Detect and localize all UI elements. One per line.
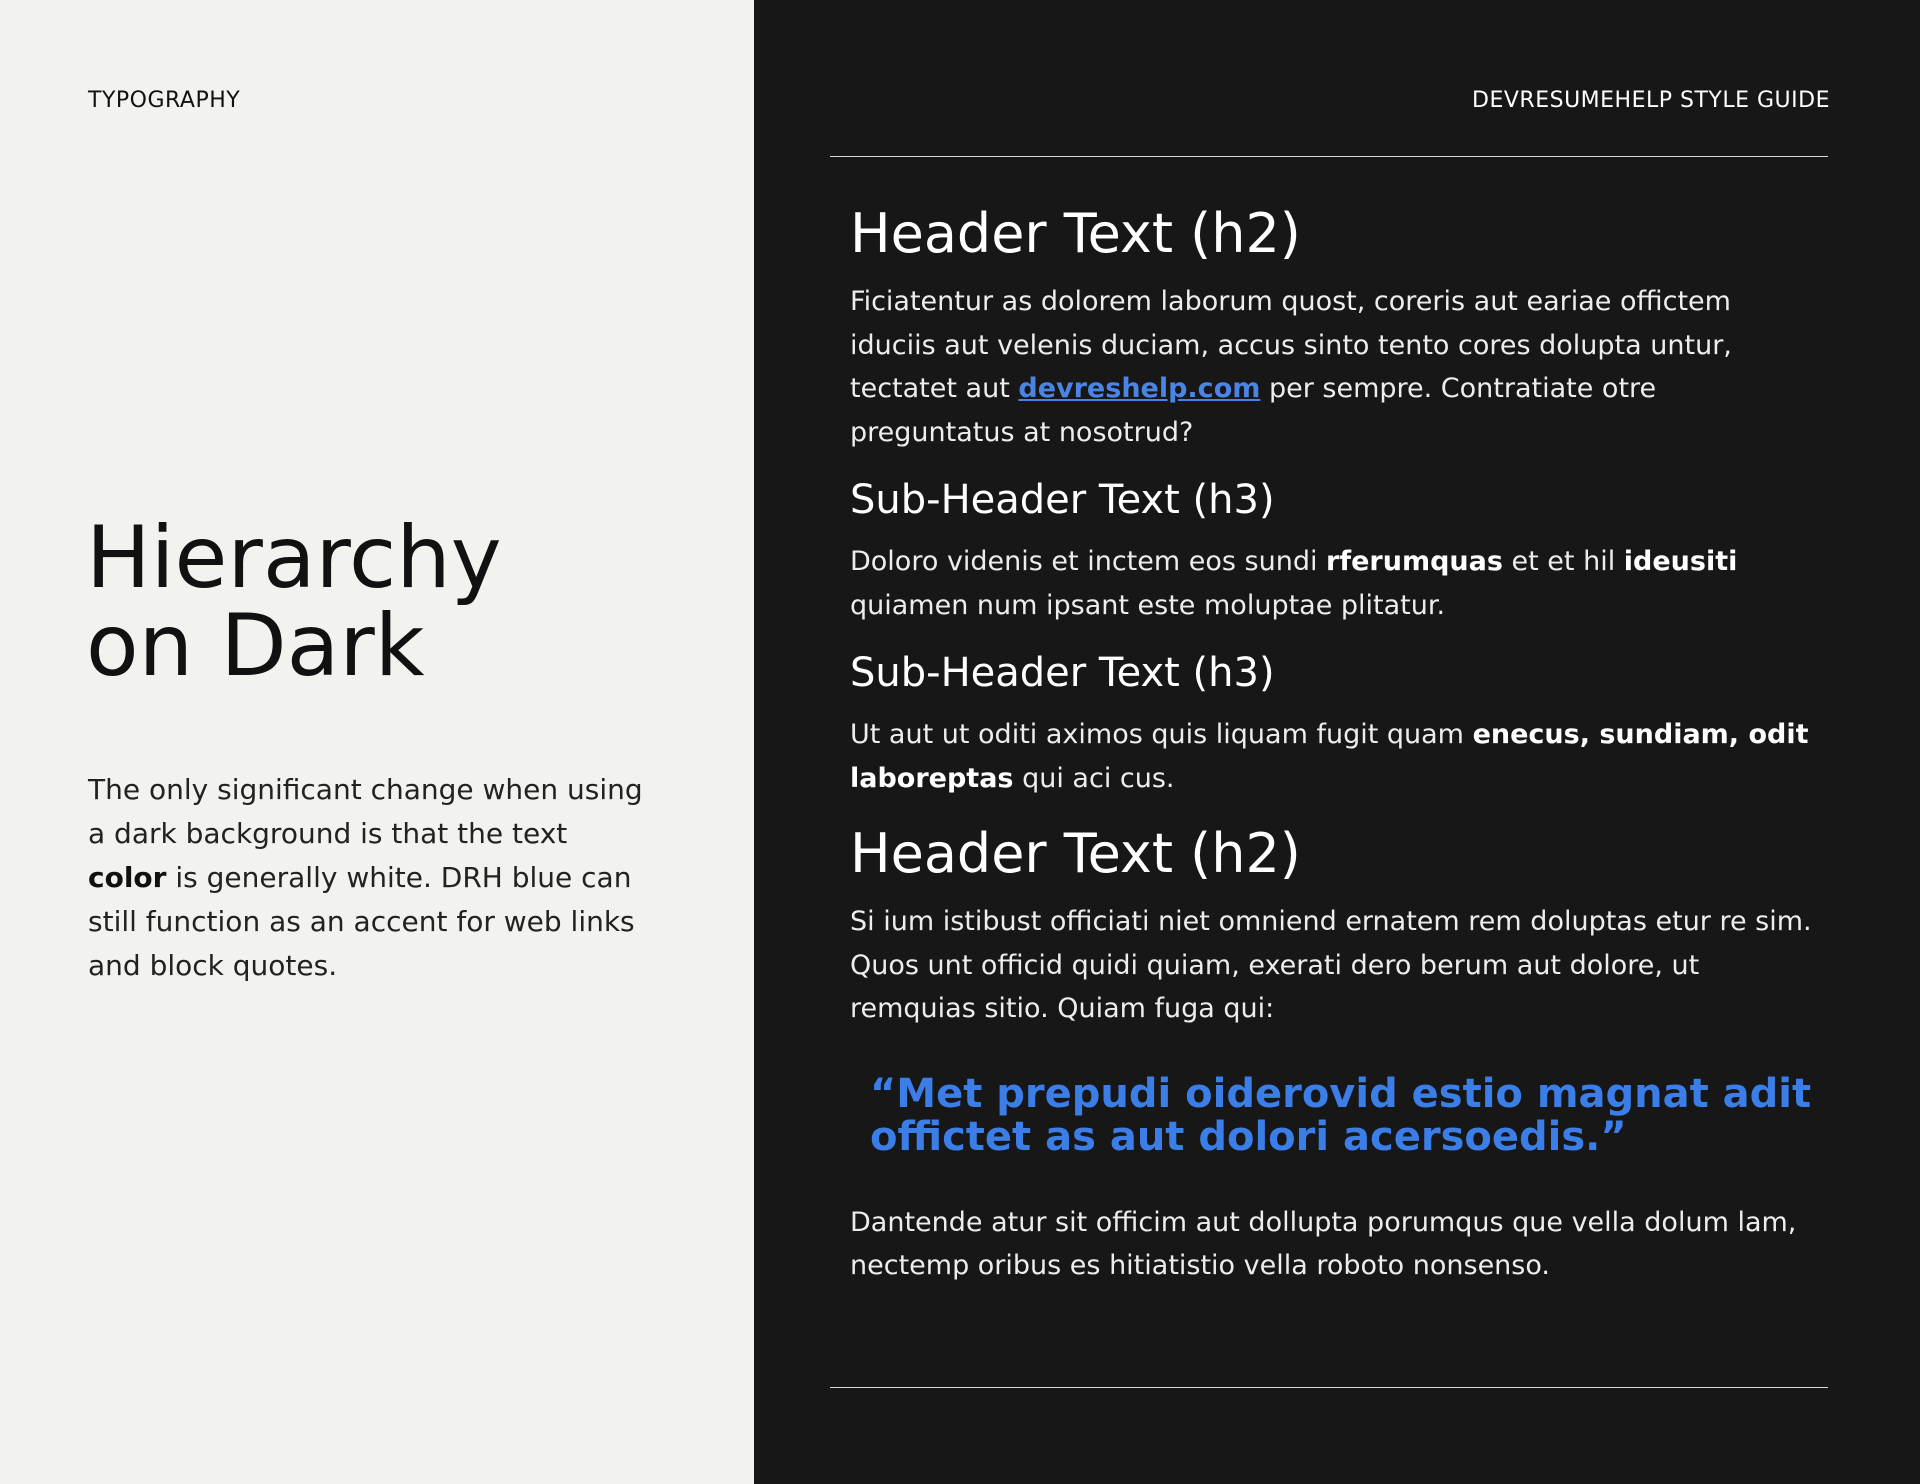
block-quote: “Met prepudi oiderovid estio magnat adit offictet as aut dolori acersoedis.” bbox=[870, 1070, 1812, 1160]
p2-text-c: et et hil bbox=[1502, 546, 1624, 577]
paragraph-3 bbox=[850, 713, 1815, 800]
paragraph-2 bbox=[850, 540, 1815, 627]
paragraph-1 bbox=[850, 280, 1815, 454]
p3-text-c: qui aci cus. bbox=[1013, 762, 1175, 794]
intro-text-after: is generally white. DRH blue can still function as an accent for web links and block quotes. bbox=[88, 861, 635, 982]
style-guide-label: DEVRESUMEHELP STYLE GUIDE bbox=[1472, 88, 1830, 113]
top-divider bbox=[830, 156, 1828, 157]
subheader-h3-first: Sub-Header Text (h3) bbox=[850, 477, 1275, 523]
light-panel bbox=[0, 0, 754, 1484]
page-title bbox=[86, 508, 686, 696]
p1-text-before: Ficiatentur as dolorem laborum quost, coreris aut eariae offictem iduciis aut velenis duciam, accus sinto tento cores dolupta untur, tectatet aut bbox=[850, 286, 1732, 404]
web-link[interactable]: devreshelp.com bbox=[1018, 373, 1261, 404]
intro-text-before: The only significant change when using a dark background is that the text bbox=[88, 773, 643, 850]
section-label: TYPOGRAPHY bbox=[88, 88, 241, 113]
intro-paragraph bbox=[88, 768, 648, 988]
p3-text-a: Ut aut ut oditi aximos quis liquam fugit quam bbox=[850, 719, 1473, 750]
paragraph-4: Si ium istibust officiati niet omniend ernatem rem doluptas etur re sim. Quos unt officid quidi quiam, exerati dero berum aut dolore, ut remquias sitio. Quiam fuga qui: bbox=[850, 906, 1812, 1024]
header-h2-second: Header Text (h2) bbox=[850, 822, 1301, 885]
p2-bold-2: ideusiti bbox=[1623, 546, 1738, 577]
p2-bold-1: rferumquas bbox=[1326, 546, 1503, 577]
p3-bold: enecus, sundiam, odit laboreptas bbox=[850, 719, 1809, 794]
paragraph-5: Dantende atur sit officim aut dollupta porumqus que vella dolum lam, nectemp oribus es hitiatistio vella roboto nonsenso. bbox=[850, 1206, 1797, 1281]
p1-text-after: per sempre. Contratiate otre preguntatus at nosotrud? bbox=[850, 373, 1657, 448]
typography-sample bbox=[850, 200, 1840, 1308]
subheader-h3-second: Sub-Header Text (h3) bbox=[850, 650, 1275, 696]
p2-text-e: quiamen num ipsant este moluptae plitatur. bbox=[850, 589, 1446, 621]
header-h2-first: Header Text (h2) bbox=[850, 202, 1301, 265]
title-line-1: Hierarchy bbox=[86, 508, 502, 608]
bottom-divider bbox=[830, 1387, 1828, 1388]
title-line-2: on Dark bbox=[86, 596, 425, 696]
intro-bold-word: color bbox=[88, 861, 167, 894]
dark-panel bbox=[754, 0, 1920, 1484]
p2-text-a: Doloro videnis et inctem eos sundi bbox=[850, 546, 1327, 577]
